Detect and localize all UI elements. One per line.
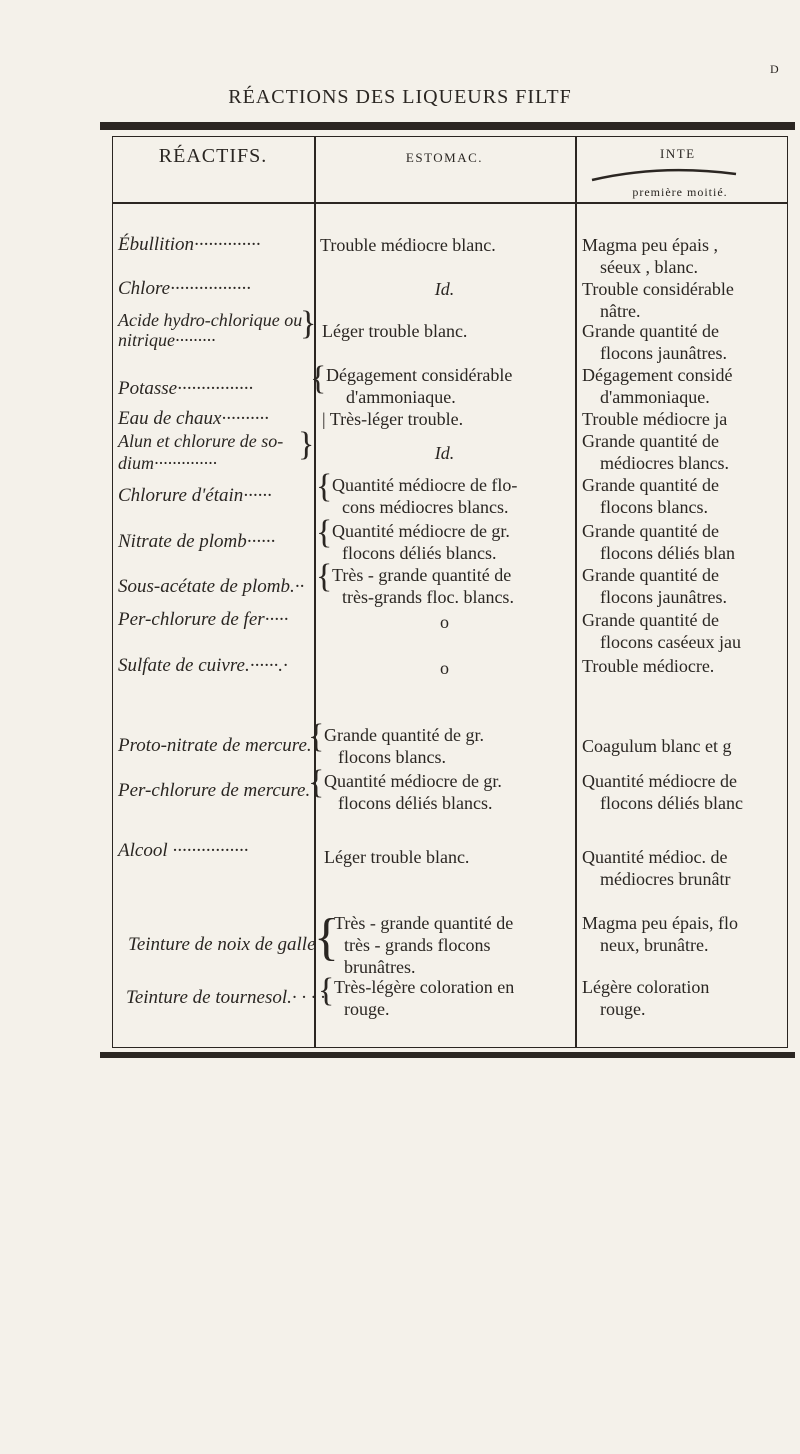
intestin-alun: Grande quantité de médiocres blancs. — [582, 431, 729, 473]
bottom-rule — [100, 1052, 795, 1058]
reagent-proto-nitrate-mercure: Proto-nitrate de mercure. — [118, 735, 312, 756]
estomac-acide: Léger trouble blanc. — [322, 321, 468, 341]
intestin-teinture-noix-galle: Magma peu épais, flo neux, brunâtre. — [582, 913, 738, 955]
intestin-sulfate-cuivre: Trouble médiocre. — [582, 656, 715, 676]
column-subheader-intestin: première moitié. — [632, 185, 728, 199]
brace: { — [314, 909, 339, 966]
intestin-potasse: Dégagement considé d'ammoniaque. — [582, 365, 733, 407]
reagent-eau-de-chaux: Eau de chaux·········· — [118, 408, 269, 429]
top-rule — [100, 122, 795, 130]
estomac-eau-de-chaux: | Très-léger trouble. — [322, 409, 464, 429]
estomac-sulfate-cuivre: o — [440, 658, 449, 678]
intestin-proto-nitrate-mercure: Coagulum blanc et g — [582, 736, 732, 756]
estomac-per-chlorure-mercure: Quantité médiocre de gr. flocons déliés blancs. — [324, 771, 502, 813]
estomac-sous-acetate: Très - grande quantité de très-grands floc. blancs. — [332, 565, 514, 607]
estomac-proto-nitrate-mercure: Grande quantité de gr. flocons blancs. — [324, 725, 484, 767]
estomac-nitrate-plomb: Quantité médiocre de gr. flocons déliés blancs. — [332, 521, 510, 563]
page-header — [0, 62, 800, 109]
reagent-nitrate-plomb: Nitrate de plomb······ — [118, 531, 276, 552]
reagent-chlore: Chlore················· — [118, 278, 251, 299]
brace: { — [310, 360, 327, 397]
estomac-teinture-noix-galle: Très - grande quantité de très - grands flocons brunâtres. — [334, 913, 514, 977]
estomac-per-chlorure-fer: o — [440, 612, 449, 632]
estomac-alun: Id. — [434, 443, 455, 463]
estomac-chlore: Id. — [434, 279, 455, 299]
estomac-teinture-tournesol: Très-légère coloration en rouge. — [334, 977, 515, 1019]
intestin-sous-acetate: Grande quantité de flocons jaunâtres. — [582, 565, 727, 607]
reagent-chlorure-etain: Chlorure d'étain······ — [118, 485, 272, 506]
brace: { — [316, 558, 333, 595]
intestin-chlorure-etain: Grande quantité de flocons blancs. — [582, 475, 719, 517]
intestin-chlore: Trouble considérable nâtre. — [582, 279, 734, 321]
reagent-sous-acetate: Sous-acétate de plomb.·· — [118, 576, 305, 597]
page-title: RÉACTIONS DES LIQUEURS FILTF — [228, 86, 572, 108]
reagent-potasse: Potasse················ — [118, 378, 254, 399]
reagent-teinture-tournesol: Teinture de tournesol.· · · · — [126, 987, 326, 1008]
reagent-acide: Acide hydro-chlorique ou nitrique········· — [118, 310, 303, 350]
brace: { — [308, 764, 325, 801]
estomac-ebullition: Trouble médiocre blanc. — [320, 235, 496, 255]
intestin-nitrate-plomb: Grande quantité de flocons déliés blan — [582, 521, 735, 563]
reagent-per-chlorure-mercure: Per-chlorure de mercure. — [118, 780, 311, 801]
brace: { — [308, 718, 325, 755]
estomac-alcool: Léger trouble blanc. — [324, 847, 470, 867]
column-header-reactifs: RÉACTIFS. — [158, 145, 268, 167]
reagent-sulfate-cuivre: Sulfate de cuivre.······.· — [118, 655, 288, 676]
header-divider — [112, 202, 788, 204]
brace: { — [316, 514, 333, 551]
intestin-teinture-tournesol: Légère coloration rouge. — [582, 977, 710, 1019]
reagent-teinture-noix-galle: Teinture de noix de galle — [128, 934, 316, 955]
intestin-per-chlorure-mercure: Quantité médiocre de flocons déliés blanc — [582, 771, 743, 813]
reagent-per-chlorure-fer: Per-chlorure de fer····· — [118, 609, 289, 630]
brace: { — [318, 972, 335, 1009]
estomac-chlorure-etain: Quantité médiocre de flo- cons médiocres blancs. — [332, 475, 518, 517]
reagent-alcool: Alcool ················ — [118, 840, 249, 861]
brace: { — [316, 468, 333, 505]
intestin-ebullition: Magma peu épais , séeux , blanc. — [582, 235, 718, 277]
column-divider-2 — [575, 136, 577, 1048]
column-header-intestin: INTE — [660, 146, 696, 161]
intestin-alcool: Quantité médioc. de médiocres brunâtr — [582, 847, 731, 889]
header-swoosh — [590, 168, 740, 182]
column-header-estomac: ESTOMAC. — [405, 150, 484, 165]
intestin-acide: Grande quantité de flocons jaunâtres. — [582, 321, 727, 363]
reagent-ebullition: Ébullition·············· — [118, 234, 261, 255]
brace: } — [298, 426, 315, 463]
brace: } — [300, 305, 317, 342]
reagent-alun: Alun et chlorure de so- dium·············· — [118, 431, 284, 473]
margin-mark: D — [770, 62, 780, 76]
intestin-eau-de-chaux: Trouble médiocre ja — [582, 409, 728, 429]
intestin-per-chlorure-fer: Grande quantité de flocons caséeux jau — [582, 610, 741, 652]
estomac-potasse: Dégagement considérable d'ammoniaque. — [326, 365, 513, 407]
